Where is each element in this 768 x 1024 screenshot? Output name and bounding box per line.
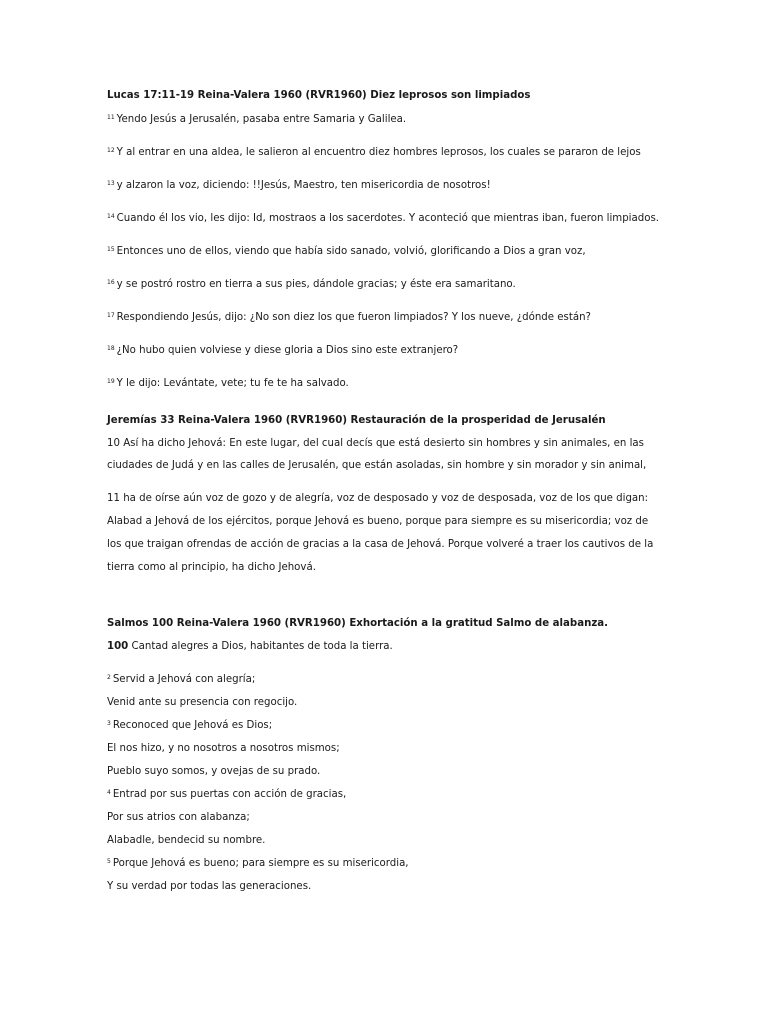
psalm-line: [107, 720, 272, 731]
verse-line: [107, 641, 393, 652]
psalm-line: El nos hizo, y no nosotros a nosotros mismos;: [107, 743, 340, 754]
paragraph-line: los que traigan ofrendas de acción de gracias a la casa de Jehová. Porque volveré a traer los cautivos de la: [107, 539, 654, 550]
verse-line: [107, 114, 406, 125]
verse-number: 15: [107, 246, 115, 253]
psalm-line: [107, 789, 346, 800]
verse-text: Cuando él los vio, les dijo: Id, mostraos a los sacerdotes. Y aconteció que mientras iban, fueron limpiados.: [116, 213, 660, 224]
verse-line: [107, 180, 491, 191]
verse-line: [107, 378, 349, 389]
lucas-heading: Lucas 17:11-19 Reina-Valera 1960 (RVR1960) Diez leprosos son limpiados: [107, 90, 531, 101]
verse-number: 14: [107, 213, 115, 220]
jeremias-heading: Jeremías 33 Reina-Valera 1960 (RVR1960) Restauración de la prosperidad de Jerusalén: [107, 415, 606, 426]
verse-number: 5: [107, 858, 111, 865]
verse-text: Y al entrar en una aldea, le salieron al encuentro diez hombres leprosos, los cuales se pararon de lejos: [116, 147, 641, 158]
psalm-line: Alabadle, bendecid su nombre.: [107, 835, 266, 846]
verse-text: Reconoced que Jehová es Dios;: [112, 720, 273, 731]
psalm-line: Pueblo suyo somos, y ovejas de su prado.: [107, 766, 321, 777]
verse-text: Cantad alegres a Dios, habitantes de toda la tierra.: [131, 641, 393, 652]
paragraph-line: ciudades de Judá y en las calles de Jerusalén, que están asoladas, sin hombre y sin morador y sin animal,: [107, 460, 647, 471]
verse-number: 3: [107, 720, 111, 727]
verse-line: [107, 147, 641, 158]
verse-number: 18: [107, 345, 115, 352]
verse-text: Respondiendo Jesús, dijo: ¿No son diez los que fueron limpiados? Y los nueve, ¿dónde están?: [116, 312, 591, 323]
verse-text: ¿No hubo quien volviese y diese gloria a Dios sino este extranjero?: [116, 345, 459, 356]
verse-number: 100: [107, 641, 129, 652]
verse-number: 17: [107, 312, 115, 319]
psalm-line: [107, 858, 409, 869]
paragraph-line: Alabad a Jehová de los ejércitos, porque Jehová es bueno, porque para siempre es su misericordia; voz de: [107, 516, 649, 527]
verse-text: Porque Jehová es bueno; para siempre es su misericordia,: [112, 858, 409, 869]
verse-text: Y le dijo: Levántate, vete; tu fe te ha salvado.: [116, 378, 349, 389]
verse-number: 12: [107, 147, 115, 154]
psalm-line: Y su verdad por todas las generaciones.: [107, 881, 312, 892]
verse-line: [107, 312, 591, 323]
verse-text: Entonces uno de ellos, viendo que había sido sanado, volvió, glorificando a Dios a gran voz,: [116, 246, 586, 257]
verse-text: Entrad por sus puertas con acción de gracias,: [112, 789, 347, 800]
paragraph-line: 10 Así ha dicho Jehová: En este lugar, del cual decís que está desierto sin hombres y sin animales, en las: [107, 438, 644, 449]
verse-number: 19: [107, 378, 115, 385]
verse-number: 11: [107, 114, 115, 121]
verse-number: 13: [107, 180, 115, 187]
verse-line: [107, 246, 586, 257]
paragraph-line: 11 ha de oírse aún voz de gozo y de alegría, voz de desposado y voz de desposada, voz de los que digan:: [107, 493, 649, 504]
psalm-line: Venid ante su presencia con regocijo.: [107, 697, 298, 708]
psalm-line: Por sus atrios con alabanza;: [107, 812, 250, 823]
verse-line: [107, 345, 458, 356]
verse-number: 4: [107, 789, 111, 796]
verse-number: 2: [107, 674, 111, 681]
verse-text: y se postró rostro en tierra a sus pies, dándole gracias; y éste era samaritano.: [116, 279, 516, 290]
verse-text: Yendo Jesús a Jerusalén, pasaba entre Samaria y Galilea.: [116, 114, 407, 125]
verse-text: Servid a Jehová con alegría;: [112, 674, 256, 685]
psalm-line: [107, 674, 255, 685]
paragraph-line: tierra como al principio, ha dicho Jehová.: [107, 562, 316, 573]
verse-line: [107, 213, 659, 224]
verse-number: 16: [107, 279, 115, 286]
salmos-heading: Salmos 100 Reina-Valera 1960 (RVR1960) Exhortación a la gratitud Salmo de alabanza.: [107, 618, 609, 629]
verse-line: [107, 279, 516, 290]
verse-text: y alzaron la voz, diciendo: !!Jesús, Maestro, ten misericordia de nosotros!: [116, 180, 491, 191]
